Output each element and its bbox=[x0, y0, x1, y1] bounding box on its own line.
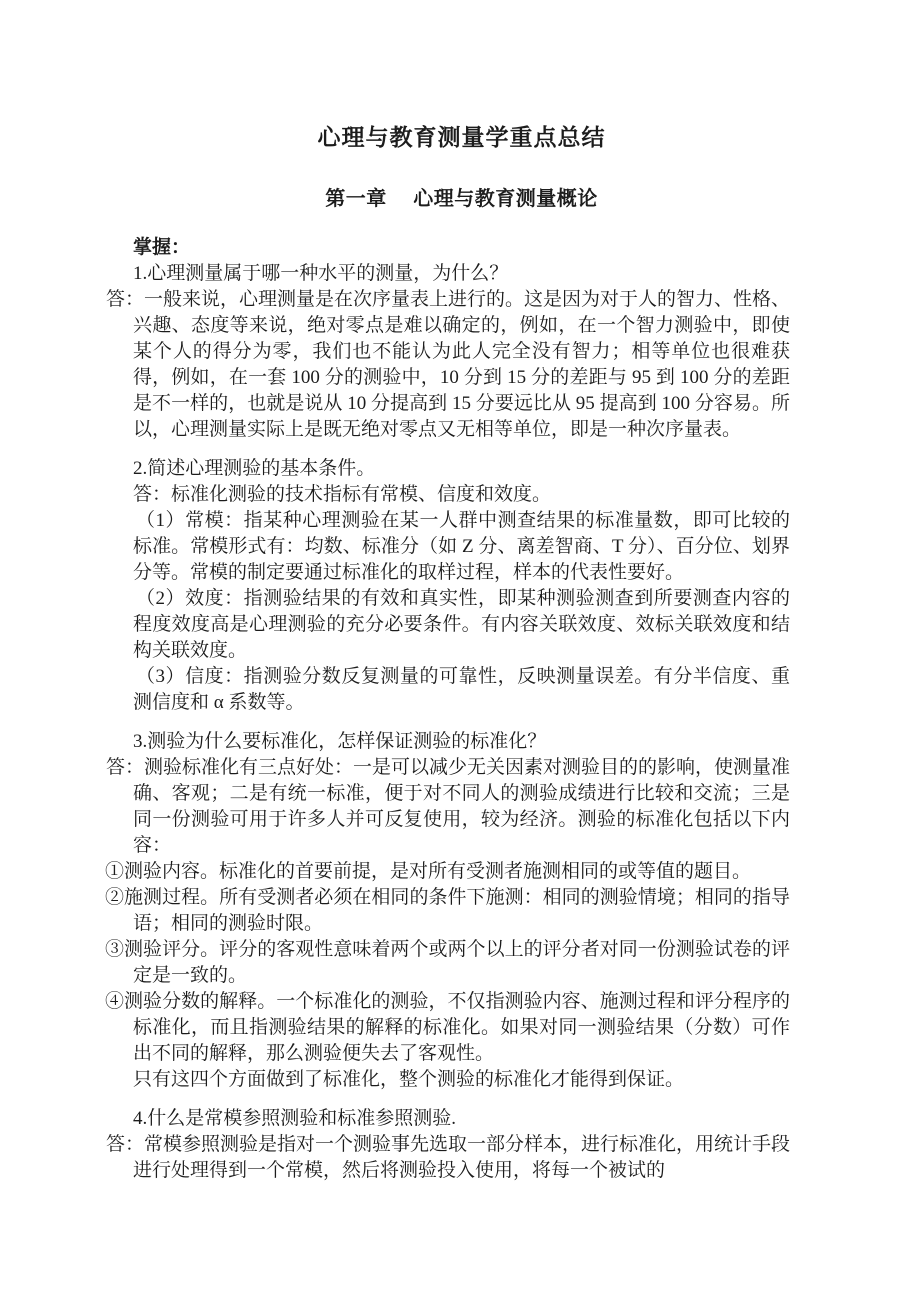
list-item-paragraph: （3）信度：指测验分数反复测量的可靠性，反映测量误差。有分半信度、重测信度和 α 系数等。 bbox=[133, 666, 790, 713]
section-label: 掌握： bbox=[133, 237, 191, 258]
block-spacer bbox=[133, 443, 790, 456]
list-item-paragraph: ④测验分数的解释。一个标准化的测验，不仅指测验内容、施测过程和评分程序的标准化，而且指测验结果的解释的标准化。如果对同一测验结果（分数）可作出不同的解释，那么测验便失去了客观性。 bbox=[105, 991, 790, 1064]
answer-paragraph: 答：常模参照测验是指对一个测验事先选取一部分样本，进行标准化，用统计手段进行处理得到一个常模，然后将测验投入使用，将每一个被试的 bbox=[106, 1134, 791, 1181]
closing-paragraph: 只有这四个方面做到了标准化，整个测验的标准化才能得到保证。 bbox=[133, 1069, 685, 1090]
block-spacer bbox=[133, 1093, 790, 1106]
question-paragraph: 1.心理测量属于哪一种水平的测量，为什么？ bbox=[133, 263, 509, 284]
answer-paragraph: 答：标准化测验的技术指标有常模、信度和效度。 bbox=[133, 484, 552, 505]
answer-paragraph: 答：一般来说，心理测量是在次序量表上进行的。这是因为对于人的智力、性格、兴趣、态度等来说，绝对零点是难以确定的，例如，在一个智力测验中，即使某个人的得分为零，我们也不能认为此人完全没有智力；相等单位也很难获得，例如，在一套 100 分的测验中，10 分到 15 分的差距与 95 到 100 分的差距是不一样的，也就是说从 10 分提高到 15 分要远比从 95 提高到 100 分容易。所以，心理测量实际上是既无绝对零点又无相等单位，即是一种次序量表。 bbox=[106, 289, 791, 440]
document-body bbox=[105, 235, 791, 1184]
question-paragraph: 2.简述心理测验的基本条件。 bbox=[133, 458, 376, 479]
question-paragraph: 3.测验为什么要标准化，怎样保证测验的标准化？ bbox=[133, 731, 547, 752]
list-item-paragraph: ①测验内容。标准化的首要前提，是对所有受测者施测相同的或等值的题目。 bbox=[105, 861, 752, 882]
list-item-paragraph: ③测验评分。评分的客观性意味着两个或两个以上的评分者对同一份测验试卷的评定是一致的。 bbox=[105, 939, 790, 986]
chapter-heading: 第一章 心理与教育测量概论 bbox=[325, 188, 598, 210]
block-spacer bbox=[133, 716, 790, 729]
list-item-paragraph: （1）常模：指某种心理测验在某一人群中测查结果的标准量数，即可比较的标准。常模形式有：均数、标准分（如 Z 分、离差智商、T 分）、百分位、划界分等。常模的制定要通过标准化的取样过程，样本的代表性要好。 bbox=[133, 510, 790, 583]
list-item-paragraph: ②施测过程。所有受测者必须在相同的条件下施测：相同的测验情境；相同的指导语；相同的测验时限。 bbox=[105, 887, 790, 934]
document-title: 心理与教育测量学重点总结 bbox=[317, 124, 606, 150]
list-item-paragraph: （2）效度：指测验结果的有效和真实性，即某种测验测查到所要测查内容的程度效度高是心理测验的充分必要条件。有内容关联效度、效标关联效度和结构关联效度。 bbox=[133, 588, 790, 661]
question-paragraph: 4.什么是常模参照测验和标准参照测验. bbox=[133, 1108, 457, 1129]
answer-paragraph: 答：测验标准化有三点好处：一是可以减少无关因素对测验目的的影响，使测量准确、客观；二是有统一标准，便于对不同人的测验成绩进行比较和交流；三是同一份测验可用于许多人并可反复使用，较为经济。测验的标准化包括以下内容： bbox=[106, 757, 791, 856]
